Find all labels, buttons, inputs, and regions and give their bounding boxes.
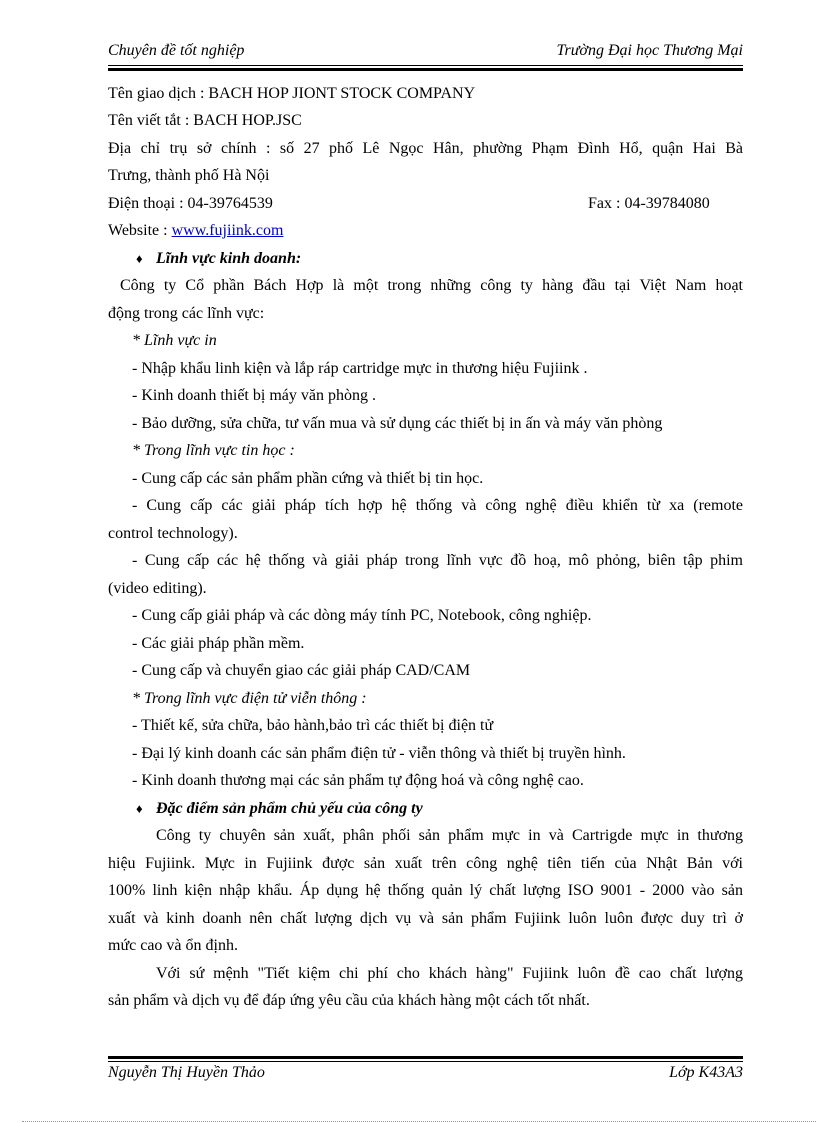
list-item: - Thiết kế, sửa chữa, bảo hành,bảo trì các thiết bị điện tử [132, 717, 494, 734]
list-item: - Cung cấp các giải pháp tích hợp hệ thống và công nghệ điều khiển từ xa (remote [132, 497, 743, 514]
footer-rule-thick [108, 1056, 743, 1059]
diamond-bullet-icon: ♦ [136, 801, 143, 816]
printing-heading: * Lĩnh vực in [132, 332, 217, 349]
header-thesis-title: Chuyên đề tốt nghiệp [108, 42, 245, 59]
phone-line: Điện thoại : 04-39764539 [108, 195, 273, 212]
list-item: - Các giải pháp phần mềm. [132, 635, 305, 652]
page-footer [108, 1064, 743, 1086]
products-paragraph-line: hiệu Fujiink. Mực in Fujiink được sản xuất trên công nghệ tiên tiến của Nhật Bản với [108, 855, 743, 872]
it-heading: * Trong lĩnh vực tin học : [132, 442, 295, 459]
page-header [108, 42, 743, 64]
business-intro-line-1: Công ty Cổ phần Bách Hợp là một trong những công ty hàng đầu tại Việt Nam hoạt [120, 277, 743, 294]
telecom-heading: * Trong lĩnh vực điện tử viễn thông : [132, 690, 367, 707]
diamond-bullet-icon: ♦ [136, 251, 143, 266]
website-line [108, 220, 283, 242]
list-item: - Đại lý kinh doanh các sản phẩm điện tử - viễn thông và thiết bị truyền hình. [132, 745, 626, 762]
footer-author: Nguyễn Thị Huyền Thảo [108, 1064, 265, 1081]
business-intro-line-2: động trong các lĩnh vực: [108, 305, 265, 322]
products-paragraph-line: xuất và kinh doanh nên chất lượng dịch vụ và sản phẩm Fujiink luôn luôn được duy trì ở [108, 910, 743, 927]
list-item: - Kinh doanh thương mại các sản phẩm tự động hoá và công nghệ cao. [132, 772, 584, 789]
page-edge-divider [22, 1121, 816, 1122]
trade-name-line: Tên giao dịch : BACH HOP JIONT STOCK COMPANY [108, 85, 476, 102]
list-item: - Cung cấp giải pháp và các dòng máy tính PC, Notebook, công nghiệp. [132, 607, 592, 624]
address-line-2: Trưng, thành phố Hà Nội [108, 167, 270, 184]
fax-line: Fax : 04-39784080 [588, 195, 710, 212]
list-item-continuation: control technology). [108, 525, 238, 542]
list-item: - Bảo dưỡng, sửa chữa, tư vấn mua và sử dụng các thiết bị in ấn và máy văn phòng [132, 415, 663, 432]
business-heading-text: Lĩnh vực kinh doanh: [156, 250, 302, 267]
mission-paragraph-line: Với sứ mệnh "Tiết kiệm chi phí cho khách hàng" Fujiink luôn đề cao chất lượng [156, 965, 743, 982]
list-item: - Kinh doanh thiết bị máy văn phòng . [132, 387, 376, 404]
list-item-continuation: (video editing). [108, 580, 207, 597]
short-name-line: Tên viết tắt : BACH HOP.JSC [108, 112, 302, 129]
address-line-1: Địa chỉ trụ sở chính : số 27 phố Lê Ngọc Hân, phường Phạm Đình Hổ, quận Hai Bà [108, 140, 743, 157]
business-heading [136, 248, 301, 270]
website-label: Website : [108, 222, 172, 239]
products-heading [136, 798, 423, 820]
list-item: - Nhập khẩu linh kiện và lắp ráp cartridge mực in thương hiệu Fujiink . [132, 360, 588, 377]
header-rule-thin [108, 65, 743, 66]
mission-paragraph-line: sản phẩm và dịch vụ để đáp ứng yêu cầu của khách hàng một cách tốt nhất. [108, 992, 590, 1009]
footer-class: Lớp K43A3 [669, 1064, 743, 1081]
header-rule-thick [108, 68, 743, 71]
list-item: - Cung cấp các hệ thống và giải pháp trong lĩnh vực đồ hoạ, mô phỏng, biên tập phim [132, 552, 743, 569]
list-item: - Cung cấp và chuyển giao các giải pháp CAD/CAM [132, 662, 471, 679]
products-heading-text: Đặc điểm sản phẩm chủ yếu của công ty [156, 800, 423, 817]
header-university: Trường Đại học Thương Mại [556, 42, 743, 59]
products-paragraph-line: 100% linh kiện nhập khẩu. Áp dụng hệ thống quản lý chất lượng ISO 9001 - 2000 vào sản [108, 882, 743, 899]
list-item: - Cung cấp các sản phẩm phần cứng và thiết bị tin học. [132, 470, 484, 487]
products-paragraph-line: mức cao và ổn định. [108, 937, 238, 954]
products-paragraph-line: Công ty chuyên sản xuất, phân phối sản phẩm mực in và Cartrigde mực in thương [156, 827, 743, 844]
website-link[interactable]: www.fujiink.com [171, 222, 284, 239]
footer-rule-thin [108, 1061, 743, 1062]
